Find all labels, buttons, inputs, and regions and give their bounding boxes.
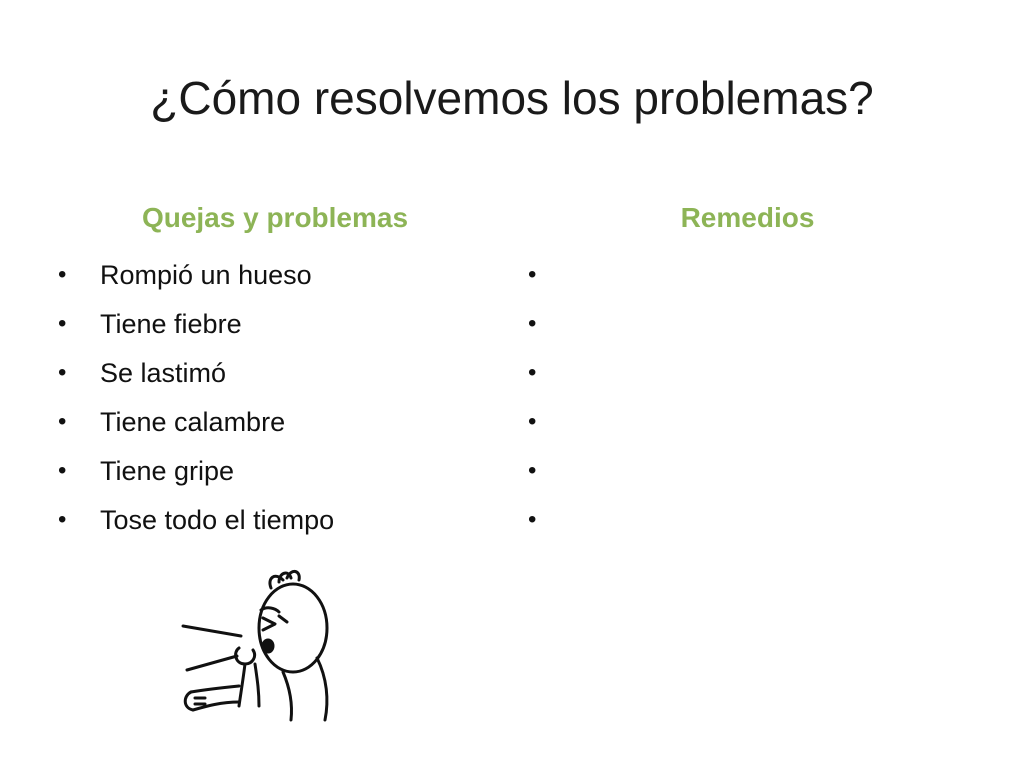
complaint-text: Tiene calambre <box>100 406 286 437</box>
list-item <box>528 299 948 348</box>
list-item <box>58 397 478 446</box>
complaint-text: Se lastimó <box>100 357 227 388</box>
bullet-icon: • <box>58 407 67 435</box>
list-item <box>58 446 478 495</box>
slide-title: ¿Cómo resolvemos los problemas? <box>150 72 874 124</box>
list-item <box>528 250 948 299</box>
complaint-text: Tiene fiebre <box>100 308 242 339</box>
list-item <box>58 250 478 299</box>
complaint-text: Tose todo el tiempo <box>100 504 335 535</box>
bullet-icon: • <box>58 358 67 386</box>
bullet-icon: • <box>58 505 67 533</box>
bullet-icon: • <box>528 456 537 484</box>
bullet-icon: • <box>528 505 537 533</box>
complaints-list <box>58 250 478 544</box>
list-item <box>58 348 478 397</box>
bullet-icon: • <box>528 358 537 386</box>
bullet-icon: • <box>528 260 537 288</box>
bullet-icon: • <box>58 309 67 337</box>
bullet-icon: • <box>528 309 537 337</box>
list-item <box>528 348 948 397</box>
complaint-text: Rompió un hueso <box>100 259 312 290</box>
bullet-icon: • <box>58 456 67 484</box>
bullet-icon: • <box>528 407 537 435</box>
remedies-list <box>528 250 948 544</box>
remedies-heading: Remedios <box>680 202 815 233</box>
coughing-person-icon <box>175 560 355 725</box>
list-item <box>528 495 948 544</box>
list-item <box>58 299 478 348</box>
complaint-text: Tiene gripe <box>100 455 235 486</box>
list-item <box>528 446 948 495</box>
complaints-heading: Quejas y problemas <box>141 202 409 233</box>
list-item <box>58 495 478 544</box>
list-item <box>528 397 948 446</box>
bullet-icon: • <box>58 260 67 288</box>
